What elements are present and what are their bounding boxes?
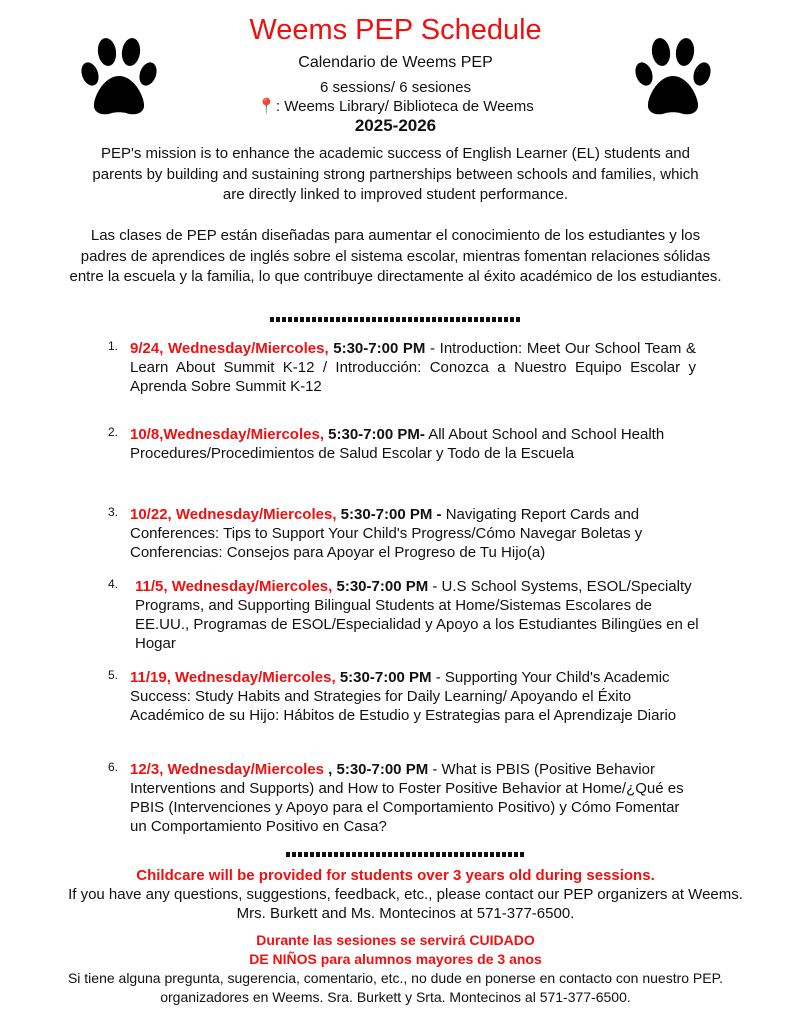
contact-english: If you have any questions, suggestions, feedback, etc., please contact our PEP organizers at Weems. Mrs. Burkett and Ms. Montecinos at 571-377-6500.	[68, 886, 743, 922]
contact-spanish: Si tiene alguna pregunta, sugerencia, comentario, etc., no dude en ponerse en contacto con nuestro PEP. organizadores en Weems. Sra. Burkett y Srta. Montecinos al 571-377-6500.	[67, 970, 724, 1005]
mission-english: PEP's mission is to enhance the academic success of English Learner (EL) students and parents by building and sustaining strong partnerships between schools and families, which are directly linked to improved student performance.	[92, 145, 699, 203]
childcare-notice-spanish-1: Durante las sesiones se servirá CUIDADO	[256, 932, 535, 948]
subtitle: Calendario de Weems PEP	[298, 54, 493, 71]
divider	[270, 317, 522, 322]
sessions-count: 6 sessions/ 6 sesiones	[320, 79, 471, 96]
pin-icon: 📍	[257, 98, 276, 115]
location: 📍: Weems Library/ Biblioteca de Weems	[257, 98, 534, 115]
page-title: Weems PEP Schedule	[249, 14, 542, 46]
divider	[286, 852, 526, 857]
mission-spanish: Las clases de PEP están diseñadas para aumentar el conocimiento de los estudiantes y los padres de aprendices de inglés sobre el sistema escolar, mientras fomentan relaciones sólidas entre la escuela y la familia, lo que contribuye directamente al éxito académico de los estudiantes.	[69, 227, 722, 285]
childcare-notice-spanish-2: DE NIÑOS para alumnos mayores de 3 anos	[249, 951, 542, 967]
childcare-notice-english: Childcare will be provided for students over 3 years old during sessions.	[136, 867, 655, 884]
school-year: 2025-2026	[354, 116, 437, 135]
